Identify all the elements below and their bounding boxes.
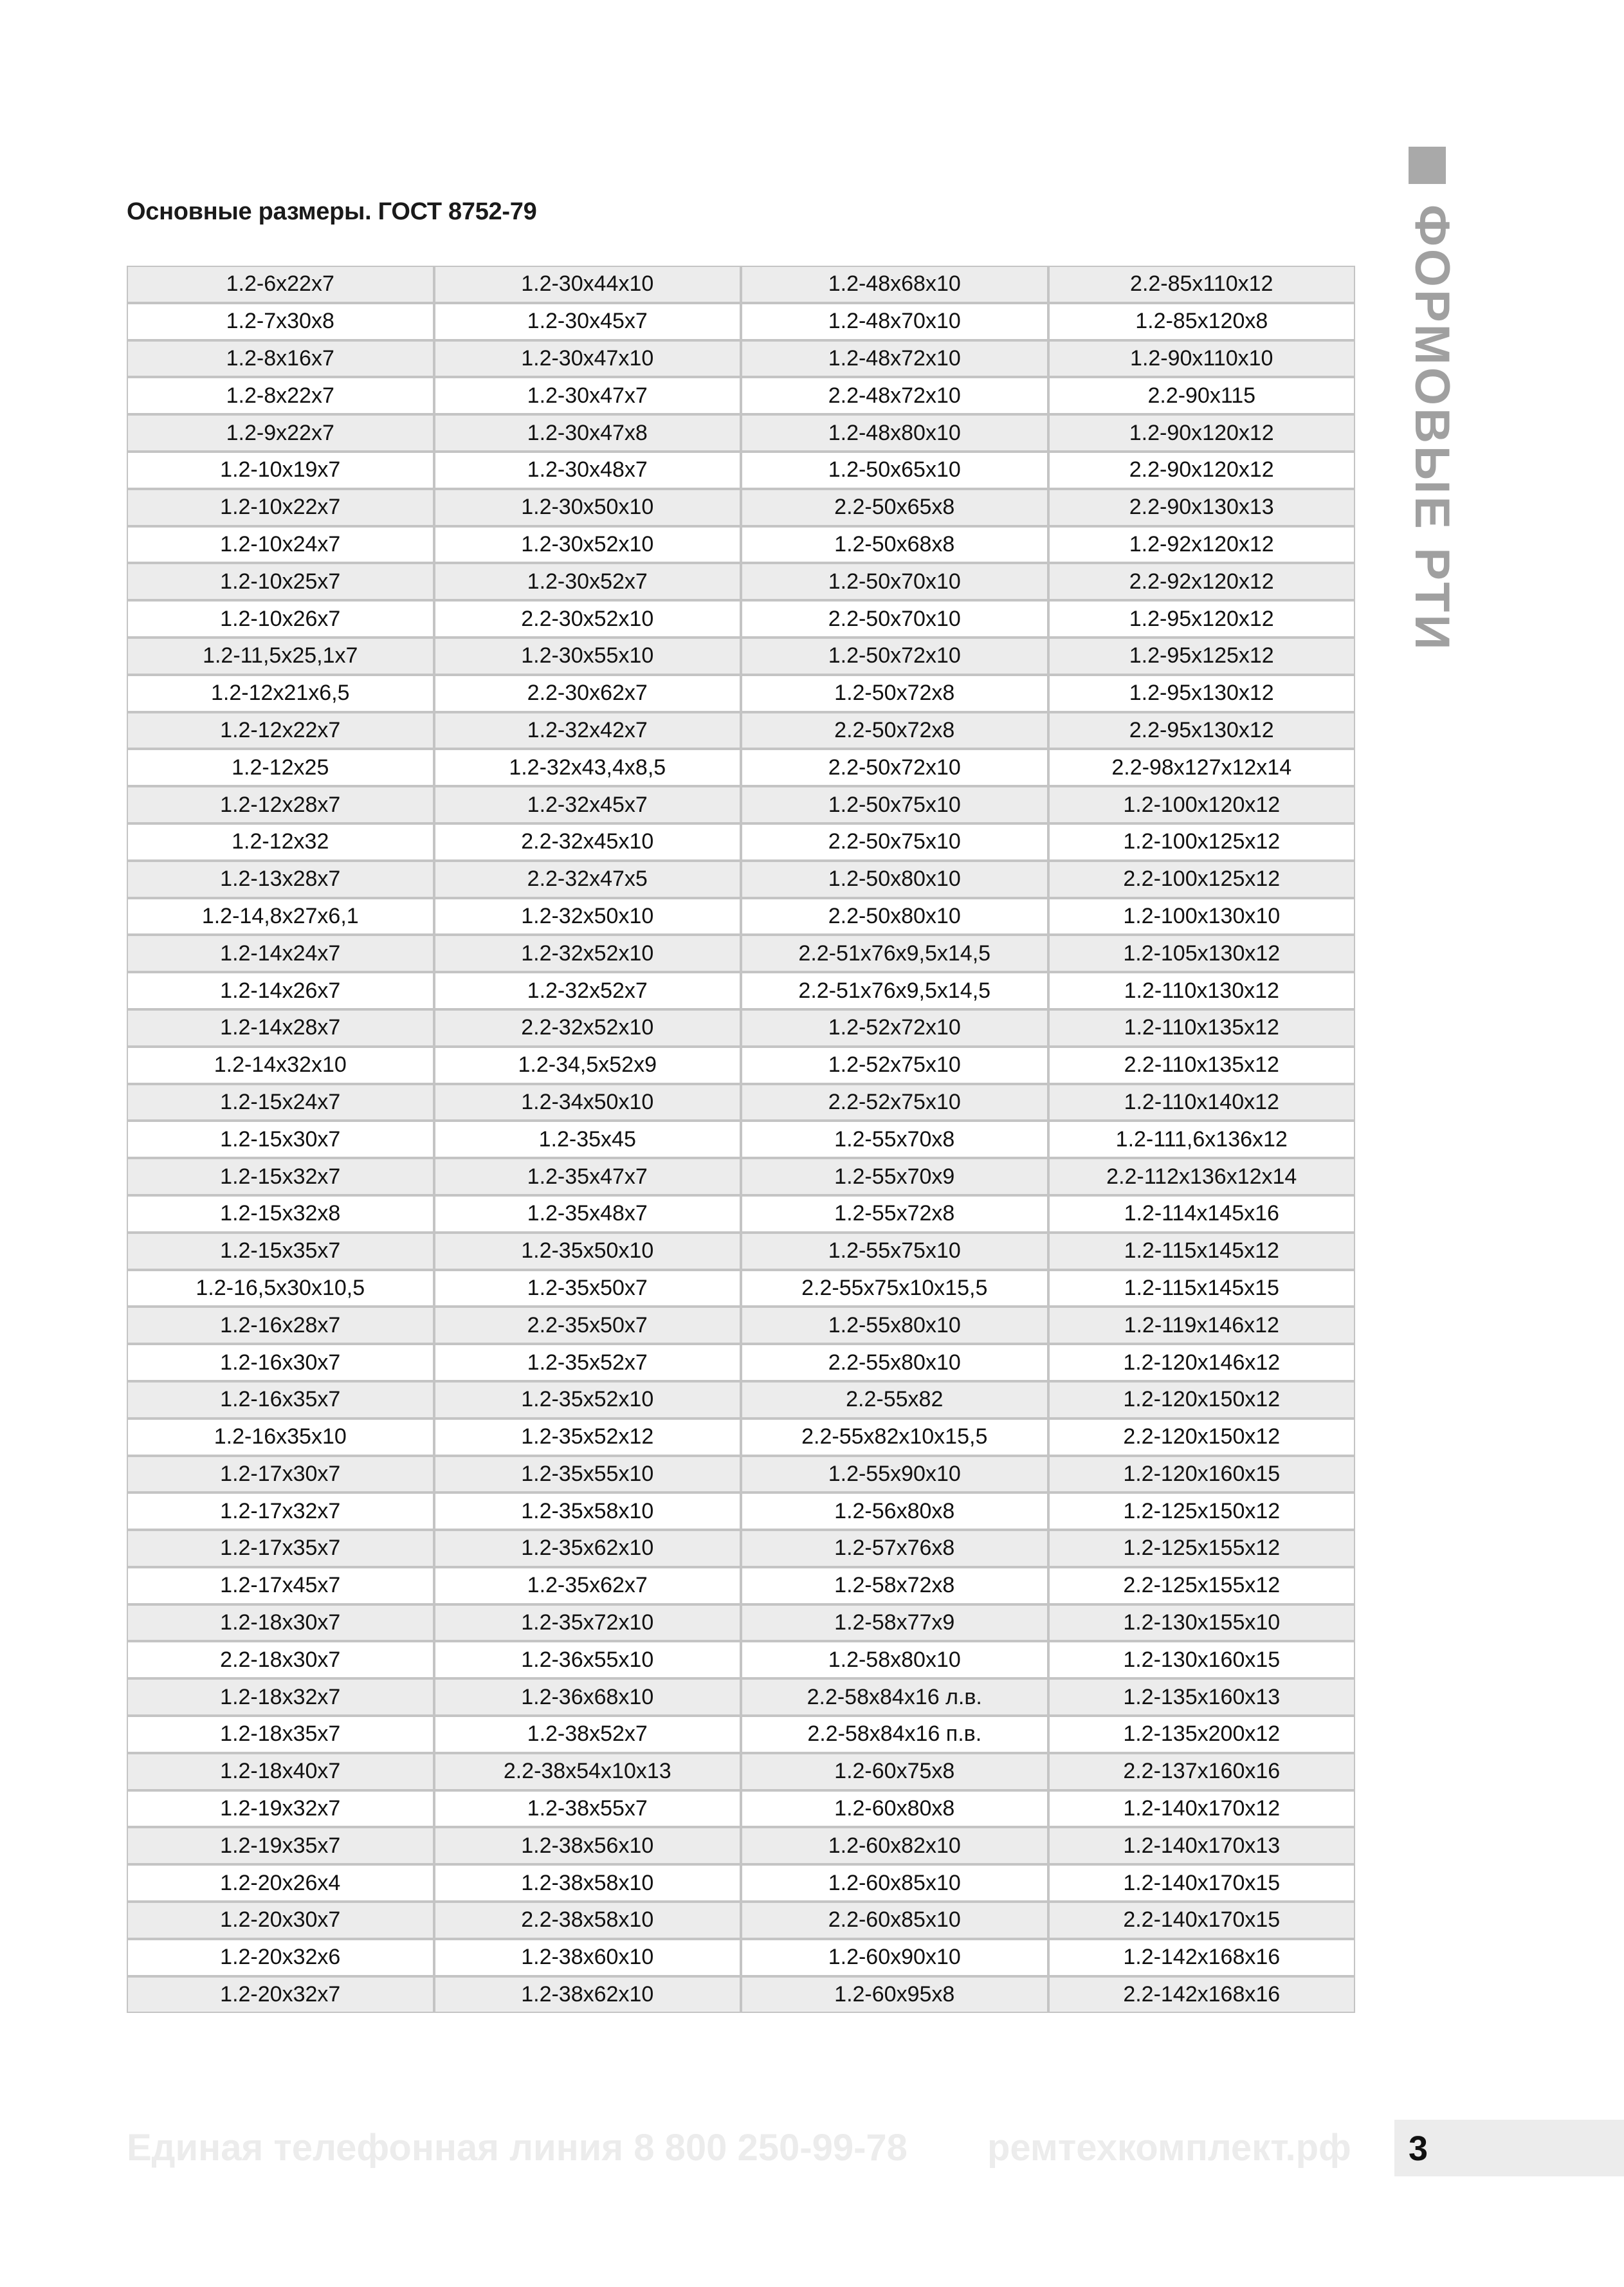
- table-row: [127, 1158, 1355, 1195]
- table-row: [127, 1493, 1355, 1530]
- table-cell: 2.2-50x72x8: [741, 712, 1048, 749]
- table-cell: 1.2-38x58x10: [434, 1864, 742, 1902]
- table-row: [127, 898, 1355, 935]
- table-cell: 1.2-15x32x7: [127, 1158, 434, 1195]
- sizes-table-wrapper: [127, 266, 1355, 2013]
- table-row: [127, 1939, 1355, 1976]
- table-cell: 1.2-8x22x7: [127, 377, 434, 414]
- table-cell: 1.2-20x26x4: [127, 1864, 434, 1902]
- table-cell: 2.2-32x52x10: [434, 1009, 742, 1047]
- table-cell: 1.2-35x50x10: [434, 1233, 742, 1270]
- table-cell: 1.2-130x160x15: [1048, 1641, 1356, 1678]
- table-cell: 1.2-18x32x7: [127, 1678, 434, 1716]
- table-cell: 1.2-125x155x12: [1048, 1530, 1356, 1567]
- table-row: [127, 526, 1355, 564]
- table-cell: 1.2-95x120x12: [1048, 600, 1356, 638]
- table-cell: 1.2-32x42x7: [434, 712, 742, 749]
- table-cell: 1.2-92x120x12: [1048, 526, 1356, 564]
- table-cell: 1.2-30x47x10: [434, 340, 742, 378]
- table-cell: 1.2-17x35x7: [127, 1530, 434, 1567]
- table-cell: 1.2-115x145x12: [1048, 1233, 1356, 1270]
- table-cell: 1.2-100x125x12: [1048, 823, 1356, 861]
- table-cell: 1.2-35x45: [434, 1121, 742, 1158]
- table-row: [127, 935, 1355, 972]
- table-cell: 1.2-12x22x7: [127, 712, 434, 749]
- table-cell: 1.2-50x72x10: [741, 638, 1048, 675]
- table-cell: 1.2-35x48x7: [434, 1195, 742, 1233]
- table-row: [127, 786, 1355, 823]
- table-cell: 2.2-52x75x10: [741, 1084, 1048, 1121]
- table-cell: 1.2-50x65x10: [741, 452, 1048, 489]
- table-cell: 1.2-30x48x7: [434, 452, 742, 489]
- table-cell: 1.2-6x22x7: [127, 266, 434, 303]
- table-cell: 1.2-30x55x10: [434, 638, 742, 675]
- table-cell: 1.2-90x110x10: [1048, 340, 1356, 378]
- table-cell: 2.2-55x75x10x15,5: [741, 1270, 1048, 1307]
- table-cell: 1.2-52x75x10: [741, 1047, 1048, 1084]
- table-cell: 1.2-8x16x7: [127, 340, 434, 378]
- table-row: [127, 1678, 1355, 1716]
- table-cell: 1.2-50x70x10: [741, 563, 1048, 600]
- table-cell: 1.2-90x120x12: [1048, 414, 1356, 452]
- table-cell: 1.2-32x50x10: [434, 898, 742, 935]
- table-cell: 1.2-120x146x12: [1048, 1344, 1356, 1381]
- table-cell: 1.2-111,6x136x12: [1048, 1121, 1356, 1158]
- table-cell: 2.2-112x136x12x14: [1048, 1158, 1356, 1195]
- table-row: [127, 1084, 1355, 1121]
- table-cell: 1.2-12x25: [127, 749, 434, 786]
- table-row: [127, 303, 1355, 340]
- table-cell: 1.2-38x62x10: [434, 1976, 742, 2014]
- table-row: [127, 1753, 1355, 1790]
- table-row: [127, 489, 1355, 526]
- table-cell: 1.2-14,8x27x6,1: [127, 898, 434, 935]
- table-cell: 2.2-35x50x7: [434, 1307, 742, 1344]
- table-cell: 2.2-30x52x10: [434, 600, 742, 638]
- table-row: [127, 1195, 1355, 1233]
- table-row: [127, 452, 1355, 489]
- table-cell: 2.2-30x62x7: [434, 675, 742, 712]
- table-cell: 2.2-50x72x10: [741, 749, 1048, 786]
- table-row: [127, 972, 1355, 1009]
- table-cell: 1.2-110x140x12: [1048, 1084, 1356, 1121]
- table-cell: 2.2-38x54x10x13: [434, 1753, 742, 1790]
- table-cell: 1.2-60x80x8: [741, 1790, 1048, 1828]
- table-cell: 1.2-60x85x10: [741, 1864, 1048, 1902]
- table-cell: 1.2-9x22x7: [127, 414, 434, 452]
- table-cell: 1.2-120x160x15: [1048, 1456, 1356, 1493]
- table-cell: 1.2-18x35x7: [127, 1716, 434, 1753]
- section-label: ФОРМОВЫЕ РТИ: [1405, 205, 1459, 652]
- table-cell: 1.2-32x43,4x8,5: [434, 749, 742, 786]
- table-cell: 1.2-114x145x16: [1048, 1195, 1356, 1233]
- table-cell: 2.2-120x150x12: [1048, 1419, 1356, 1456]
- table-cell: 1.2-140x170x13: [1048, 1827, 1356, 1864]
- table-cell: 1.2-10x26x7: [127, 600, 434, 638]
- table-row: [127, 1381, 1355, 1419]
- table-cell: 1.2-15x24x7: [127, 1084, 434, 1121]
- table-cell: 1.2-55x70x9: [741, 1158, 1048, 1195]
- table-cell: 1.2-10x22x7: [127, 489, 434, 526]
- table-cell: 1.2-60x75x8: [741, 1753, 1048, 1790]
- table-cell: 1.2-38x60x10: [434, 1939, 742, 1976]
- table-cell: 2.2-58x84x16 л.в.: [741, 1678, 1048, 1716]
- table-cell: 1.2-32x52x7: [434, 972, 742, 1009]
- table-cell: 2.2-95x130x12: [1048, 712, 1356, 749]
- table-cell: 1.2-30x52x10: [434, 526, 742, 564]
- table-cell: 1.2-35x62x10: [434, 1530, 742, 1567]
- table-cell: 1.2-142x168x16: [1048, 1939, 1356, 1976]
- table-cell: 1.2-10x24x7: [127, 526, 434, 564]
- table-cell: 1.2-14x24x7: [127, 935, 434, 972]
- table-cell: 1.2-50x80x10: [741, 861, 1048, 898]
- table-cell: 1.2-60x82x10: [741, 1827, 1048, 1864]
- table-row: [127, 638, 1355, 675]
- table-cell: 1.2-135x200x12: [1048, 1716, 1356, 1753]
- table-cell: 2.2-142x168x16: [1048, 1976, 1356, 2014]
- table-cell: 1.2-16x35x7: [127, 1381, 434, 1419]
- table-cell: 1.2-50x75x10: [741, 786, 1048, 823]
- table-cell: 1.2-34x50x10: [434, 1084, 742, 1121]
- table-cell: 2.2-48x72x10: [741, 377, 1048, 414]
- table-cell: 1.2-15x35x7: [127, 1233, 434, 1270]
- table-cell: 1.2-115x145x15: [1048, 1270, 1356, 1307]
- table-row: [127, 712, 1355, 749]
- table-cell: 2.2-50x70x10: [741, 600, 1048, 638]
- table-cell: 1.2-30x45x7: [434, 303, 742, 340]
- table-cell: 1.2-30x47x7: [434, 377, 742, 414]
- table-cell: 1.2-110x135x12: [1048, 1009, 1356, 1047]
- table-cell: 1.2-120x150x12: [1048, 1381, 1356, 1419]
- table-row: [127, 1009, 1355, 1047]
- table-row: [127, 749, 1355, 786]
- table-row: [127, 1307, 1355, 1344]
- table-row: [127, 1790, 1355, 1828]
- table-cell: 2.2-50x75x10: [741, 823, 1048, 861]
- table-cell: 2.2-51x76x9,5x14,5: [741, 972, 1048, 1009]
- table-row: [127, 1641, 1355, 1678]
- table-cell: 2.2-55x82: [741, 1381, 1048, 1419]
- table-cell: 1.2-30x50x10: [434, 489, 742, 526]
- table-cell: 1.2-20x32x7: [127, 1976, 434, 2014]
- table-cell: 1.2-32x52x10: [434, 935, 742, 972]
- table-cell: 1.2-11,5x25,1x7: [127, 638, 434, 675]
- table-cell: 1.2-35x58x10: [434, 1493, 742, 1530]
- table-row: [127, 1047, 1355, 1084]
- table-cell: 1.2-50x72x8: [741, 675, 1048, 712]
- table-cell: 1.2-135x160x13: [1048, 1678, 1356, 1716]
- table-cell: 1.2-32x45x7: [434, 786, 742, 823]
- table-cell: 1.2-10x25x7: [127, 563, 434, 600]
- table-cell: 1.2-18x40x7: [127, 1753, 434, 1790]
- table-cell: 2.2-50x80x10: [741, 898, 1048, 935]
- table-cell: 2.2-85x110x12: [1048, 266, 1356, 303]
- table-row: [127, 1530, 1355, 1567]
- table-row: [127, 1344, 1355, 1381]
- table-cell: 1.2-95x130x12: [1048, 675, 1356, 712]
- table-row: [127, 266, 1355, 303]
- table-cell: 2.2-38x58x10: [434, 1902, 742, 1939]
- table-cell: 1.2-36x55x10: [434, 1641, 742, 1678]
- footer-site-link[interactable]: ремтехкомплект.рф: [987, 2127, 1351, 2169]
- table-row: [127, 675, 1355, 712]
- table-cell: 1.2-56x80x8: [741, 1493, 1048, 1530]
- table-cell: 2.2-90x130x13: [1048, 489, 1356, 526]
- table-cell: 1.2-58x80x10: [741, 1641, 1048, 1678]
- table-row: [127, 1233, 1355, 1270]
- table-cell: 1.2-60x95x8: [741, 1976, 1048, 2014]
- table-row: [127, 1827, 1355, 1864]
- table-cell: 1.2-140x170x12: [1048, 1790, 1356, 1828]
- table-cell: 1.2-38x52x7: [434, 1716, 742, 1753]
- table-cell: 1.2-55x70x8: [741, 1121, 1048, 1158]
- footer-phone: Единая телефонная линия 8 800 250-99-78: [127, 2127, 908, 2169]
- table-cell: 1.2-130x155x10: [1048, 1604, 1356, 1642]
- table-cell: 1.2-34,5x52x9: [434, 1047, 742, 1084]
- table-cell: 2.2-50x65x8: [741, 489, 1048, 526]
- table-cell: 1.2-18x30x7: [127, 1604, 434, 1642]
- table-cell: 1.2-14x32x10: [127, 1047, 434, 1084]
- table-cell: 2.2-90x115: [1048, 377, 1356, 414]
- table-cell: 1.2-15x32x8: [127, 1195, 434, 1233]
- square-icon: [1409, 147, 1446, 184]
- table-cell: 1.2-12x28x7: [127, 786, 434, 823]
- table-cell: 1.2-17x32x7: [127, 1493, 434, 1530]
- table-cell: 2.2-90x120x12: [1048, 452, 1356, 489]
- table-cell: 2.2-32x45x10: [434, 823, 742, 861]
- table-cell: 1.2-35x50x7: [434, 1270, 742, 1307]
- table-cell: 1.2-48x72x10: [741, 340, 1048, 378]
- table-cell: 1.2-14x28x7: [127, 1009, 434, 1047]
- table-cell: 2.2-58x84x16 п.в.: [741, 1716, 1048, 1753]
- table-row: [127, 1270, 1355, 1307]
- table-row: [127, 823, 1355, 861]
- table-cell: 1.2-125x150x12: [1048, 1493, 1356, 1530]
- table-cell: 1.2-35x55x10: [434, 1456, 742, 1493]
- table-cell: 1.2-58x77x9: [741, 1604, 1048, 1642]
- table-cell: 1.2-35x72x10: [434, 1604, 742, 1642]
- table-cell: 2.2-51x76x9,5x14,5: [741, 935, 1048, 972]
- table-cell: 1.2-48x80x10: [741, 414, 1048, 452]
- table-cell: 1.2-16x30x7: [127, 1344, 434, 1381]
- table-cell: 1.2-13x28x7: [127, 861, 434, 898]
- table-row: [127, 1902, 1355, 1939]
- table-cell: 1.2-16x28x7: [127, 1307, 434, 1344]
- table-cell: 1.2-17x30x7: [127, 1456, 434, 1493]
- page-number: 3: [1409, 2129, 1428, 2168]
- sizes-table: [127, 266, 1355, 2013]
- table-cell: 2.2-100x125x12: [1048, 861, 1356, 898]
- table-row: [127, 861, 1355, 898]
- table-cell: 2.2-55x80x10: [741, 1344, 1048, 1381]
- table-cell: 1.2-19x32x7: [127, 1790, 434, 1828]
- table-row: [127, 1604, 1355, 1642]
- table-cell: 1.2-119x146x12: [1048, 1307, 1356, 1344]
- table-cell: 1.2-57x76x8: [741, 1530, 1048, 1567]
- table-cell: 1.2-14x26x7: [127, 972, 434, 1009]
- table-cell: 2.2-137x160x16: [1048, 1753, 1356, 1790]
- table-cell: 1.2-35x62x7: [434, 1567, 742, 1604]
- table-row: [127, 340, 1355, 378]
- table-cell: 1.2-36x68x10: [434, 1678, 742, 1716]
- table-cell: 1.2-20x32x6: [127, 1939, 434, 1976]
- table-cell: 1.2-7x30x8: [127, 303, 434, 340]
- table-cell: 1.2-48x68x10: [741, 266, 1048, 303]
- footer: [0, 2120, 1624, 2178]
- table-cell: 1.2-85x120x8: [1048, 303, 1356, 340]
- table-cell: 1.2-15x30x7: [127, 1121, 434, 1158]
- table-cell: 1.2-38x55x7: [434, 1790, 742, 1828]
- table-cell: 1.2-55x75x10: [741, 1233, 1048, 1270]
- table-cell: 1.2-20x30x7: [127, 1902, 434, 1939]
- table-cell: 1.2-12x21x6,5: [127, 675, 434, 712]
- table-cell: 2.2-110x135x12: [1048, 1047, 1356, 1084]
- table-cell: 2.2-32x47x5: [434, 861, 742, 898]
- table-row: [127, 1864, 1355, 1902]
- table-cell: 1.2-35x47x7: [434, 1158, 742, 1195]
- table-row: [127, 1419, 1355, 1456]
- table-cell: 2.2-98x127x12x14: [1048, 749, 1356, 786]
- table-cell: 1.2-17x45x7: [127, 1567, 434, 1604]
- table-cell: 1.2-140x170x15: [1048, 1864, 1356, 1902]
- table-cell: 1.2-30x44x10: [434, 266, 742, 303]
- table-row: [127, 600, 1355, 638]
- table-cell: 1.2-16,5x30x10,5: [127, 1270, 434, 1307]
- table-row: [127, 1456, 1355, 1493]
- table-cell: 1.2-16x35x10: [127, 1419, 434, 1456]
- table-cell: 1.2-100x130x10: [1048, 898, 1356, 935]
- table-row: [127, 563, 1355, 600]
- table-row: [127, 1716, 1355, 1753]
- table-cell: 1.2-55x80x10: [741, 1307, 1048, 1344]
- table-cell: 1.2-60x90x10: [741, 1939, 1048, 1976]
- page-number-box: [1394, 2120, 1624, 2176]
- table-cell: 1.2-55x90x10: [741, 1456, 1048, 1493]
- table-body: [127, 266, 1355, 2013]
- table-row: [127, 414, 1355, 452]
- table-cell: 1.2-35x52x12: [434, 1419, 742, 1456]
- table-cell: 1.2-19x35x7: [127, 1827, 434, 1864]
- table-row: [127, 377, 1355, 414]
- table-cell: 1.2-50x68x8: [741, 526, 1048, 564]
- table-cell: 2.2-125x155x12: [1048, 1567, 1356, 1604]
- table-cell: 2.2-60x85x10: [741, 1902, 1048, 1939]
- table-cell: 1.2-105x130x12: [1048, 935, 1356, 972]
- table-cell: 1.2-30x52x7: [434, 563, 742, 600]
- page-title: Основные размеры. ГОСТ 8752-79: [127, 198, 537, 225]
- table-row: [127, 1121, 1355, 1158]
- table-cell: 1.2-35x52x7: [434, 1344, 742, 1381]
- table-cell: 2.2-55x82x10x15,5: [741, 1419, 1048, 1456]
- table-cell: 1.2-58x72x8: [741, 1567, 1048, 1604]
- table-cell: 1.2-12x32: [127, 823, 434, 861]
- table-row: [127, 1567, 1355, 1604]
- table-cell: 1.2-10x19x7: [127, 452, 434, 489]
- table-cell: 1.2-110x130x12: [1048, 972, 1356, 1009]
- table-cell: 1.2-38x56x10: [434, 1827, 742, 1864]
- table-cell: 1.2-52x72x10: [741, 1009, 1048, 1047]
- table-cell: 1.2-30x47x8: [434, 414, 742, 452]
- table-cell: 1.2-55x72x8: [741, 1195, 1048, 1233]
- table-row: [127, 1976, 1355, 2014]
- table-cell: 2.2-140x170x15: [1048, 1902, 1356, 1939]
- table-cell: 1.2-100x120x12: [1048, 786, 1356, 823]
- table-cell: 1.2-95x125x12: [1048, 638, 1356, 675]
- table-cell: 1.2-35x52x10: [434, 1381, 742, 1419]
- table-cell: 2.2-92x120x12: [1048, 563, 1356, 600]
- table-cell: 1.2-48x70x10: [741, 303, 1048, 340]
- table-cell: 2.2-18x30x7: [127, 1641, 434, 1678]
